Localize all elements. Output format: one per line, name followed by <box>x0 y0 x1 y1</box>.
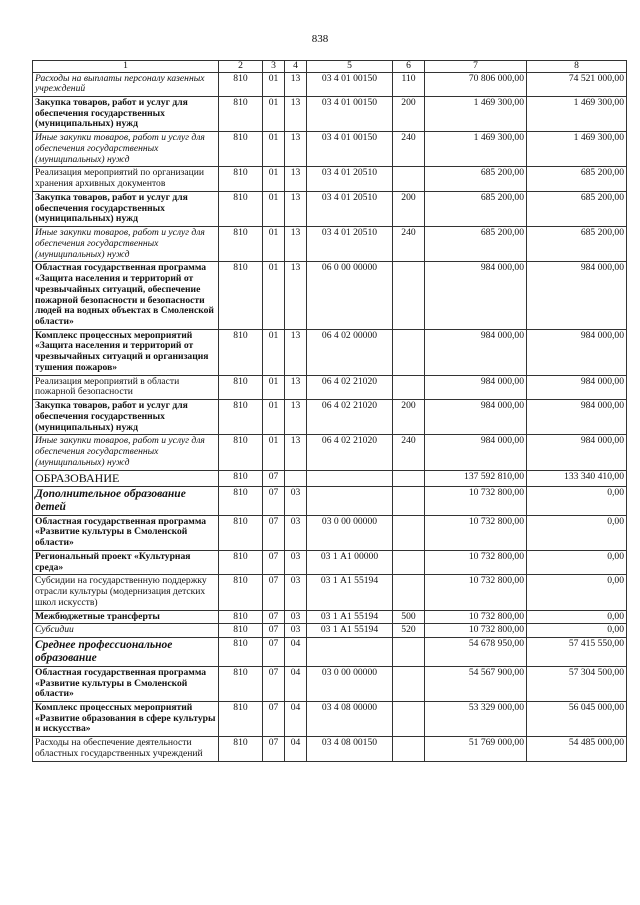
amount-year-1: 984 000,00 <box>425 375 527 399</box>
table-row <box>33 610 627 624</box>
amount-year-2: 0,00 <box>527 575 627 610</box>
subsection-code: 13 <box>285 375 307 399</box>
section-code: 01 <box>263 191 285 226</box>
subsection-code: 13 <box>285 97 307 132</box>
subsection-code: 04 <box>285 638 307 667</box>
amount-year-2: 984 000,00 <box>527 375 627 399</box>
page-number: 838 <box>311 33 329 45</box>
item-name: Дополнительное образование детей <box>33 486 219 515</box>
section-code: 07 <box>263 550 285 574</box>
section-code: 01 <box>263 132 285 167</box>
column-number-row <box>33 61 627 73</box>
table-row <box>33 97 627 132</box>
subsection-code: 13 <box>285 329 307 375</box>
amount-year-2: 685 200,00 <box>527 227 627 262</box>
subsection-code: 03 <box>285 610 307 624</box>
section-code: 07 <box>263 610 285 624</box>
amount-year-2: 57 304 500,00 <box>527 666 627 701</box>
amount-year-2: 1 469 300,00 <box>527 97 627 132</box>
amount-year-2: 133 340 410,00 <box>527 470 627 486</box>
target-article-code: 03 4 01 00150 <box>307 132 393 167</box>
amount-year-2: 0,00 <box>527 610 627 624</box>
subsection-code: 04 <box>285 737 307 761</box>
section-code: 01 <box>263 262 285 329</box>
subsection-code <box>285 470 307 486</box>
table-row <box>33 262 627 329</box>
subsection-code: 04 <box>285 666 307 701</box>
amount-year-2: 984 000,00 <box>527 329 627 375</box>
subsection-code: 03 <box>285 550 307 574</box>
department-code: 810 <box>219 638 263 667</box>
target-article-code: 03 1 А1 55194 <box>307 624 393 638</box>
amount-year-2: 685 200,00 <box>527 191 627 226</box>
budget-table <box>32 60 627 762</box>
amount-year-2: 984 000,00 <box>527 400 627 435</box>
target-article-code: 03 4 01 20510 <box>307 227 393 262</box>
column-number-cell: 3 <box>263 61 285 73</box>
table-row <box>33 550 627 574</box>
amount-year-2: 984 000,00 <box>527 262 627 329</box>
item-name: Областная государственная программа «Развитие культуры в Смоленской области» <box>33 666 219 701</box>
section-code: 07 <box>263 666 285 701</box>
department-code: 810 <box>219 262 263 329</box>
item-name: Закупка товаров, работ и услуг для обеспечения государственных (муниципальных) нужд <box>33 400 219 435</box>
department-code: 810 <box>219 400 263 435</box>
table-row <box>33 702 627 737</box>
target-article-code: 06 0 00 00000 <box>307 262 393 329</box>
target-article-code <box>307 486 393 515</box>
section-code: 01 <box>263 375 285 399</box>
amount-year-1: 984 000,00 <box>425 400 527 435</box>
item-name: Иные закупки товаров, работ и услуг для обеспечения государственных (муниципальных) нужд <box>33 227 219 262</box>
expense-type-code: 240 <box>393 132 425 167</box>
department-code: 810 <box>219 550 263 574</box>
item-name: Расходы на выплаты персоналу казенных учреждений <box>33 72 219 96</box>
expense-type-code: 110 <box>393 72 425 96</box>
amount-year-1: 53 329 000,00 <box>425 702 527 737</box>
item-name: Межбюджетные трансферты <box>33 610 219 624</box>
target-article-code <box>307 470 393 486</box>
department-code: 810 <box>219 132 263 167</box>
section-code: 07 <box>263 470 285 486</box>
expense-type-code: 500 <box>393 610 425 624</box>
amount-year-2: 0,00 <box>527 486 627 515</box>
target-article-code: 03 1 А1 55194 <box>307 575 393 610</box>
table-row <box>33 470 627 486</box>
department-code: 810 <box>219 610 263 624</box>
column-number-cell: 6 <box>393 61 425 73</box>
table-row <box>33 72 627 96</box>
table-row <box>33 329 627 375</box>
table-row <box>33 400 627 435</box>
subsection-code: 13 <box>285 191 307 226</box>
target-article-code: 06 4 02 21020 <box>307 375 393 399</box>
section-code: 01 <box>263 400 285 435</box>
column-number-cell: 7 <box>425 61 527 73</box>
amount-year-2: 1 469 300,00 <box>527 132 627 167</box>
amount-year-1: 685 200,00 <box>425 167 527 191</box>
section-code: 01 <box>263 435 285 470</box>
amount-year-1: 70 806 000,00 <box>425 72 527 96</box>
subsection-code: 13 <box>285 72 307 96</box>
item-name: Иные закупки товаров, работ и услуг для обеспечения государственных (муниципальных) нужд <box>33 435 219 470</box>
table-row <box>33 435 627 470</box>
amount-year-2: 685 200,00 <box>527 167 627 191</box>
section-code: 07 <box>263 702 285 737</box>
section-code: 07 <box>263 575 285 610</box>
amount-year-1: 10 732 800,00 <box>425 550 527 574</box>
subsection-code: 13 <box>285 227 307 262</box>
table-row <box>33 666 627 701</box>
table-row <box>33 375 627 399</box>
department-code: 810 <box>219 624 263 638</box>
amount-year-2: 54 485 000,00 <box>527 737 627 761</box>
amount-year-2: 0,00 <box>527 624 627 638</box>
item-name: Субсидии на государственную поддержку отрасли культуры (модернизация детских школ искусств) <box>33 575 219 610</box>
department-code: 810 <box>219 191 263 226</box>
section-code: 07 <box>263 624 285 638</box>
amount-year-1: 984 000,00 <box>425 435 527 470</box>
target-article-code: 03 1 А1 55194 <box>307 610 393 624</box>
subsection-code: 13 <box>285 132 307 167</box>
department-code: 810 <box>219 375 263 399</box>
subsection-code: 13 <box>285 167 307 191</box>
amount-year-1: 54 567 900,00 <box>425 666 527 701</box>
target-article-code: 03 4 01 00150 <box>307 97 393 132</box>
expense-type-code <box>393 470 425 486</box>
section-code: 01 <box>263 97 285 132</box>
target-article-code: 03 1 А1 00000 <box>307 550 393 574</box>
department-code: 810 <box>219 575 263 610</box>
table-row <box>33 191 627 226</box>
table-row <box>33 515 627 550</box>
expense-type-code <box>393 550 425 574</box>
expense-type-code: 200 <box>393 97 425 132</box>
subsection-code: 03 <box>285 515 307 550</box>
amount-year-1: 984 000,00 <box>425 329 527 375</box>
item-name: Иные закупки товаров, работ и услуг для обеспечения государственных (муниципальных) нужд <box>33 132 219 167</box>
item-name: Расходы на обеспечение деятельности областных государственных учреждений <box>33 737 219 761</box>
target-article-code: 06 4 02 21020 <box>307 435 393 470</box>
item-name: Реализация мероприятий в области пожарной безопасности <box>33 375 219 399</box>
expense-type-code: 200 <box>393 400 425 435</box>
expense-type-code: 240 <box>393 435 425 470</box>
table-row <box>33 227 627 262</box>
department-code: 810 <box>219 666 263 701</box>
item-name: Комплекс процессных мероприятий «Защита населения и территорий от чрезвычайных ситуаций и организация тушения пожаров» <box>33 329 219 375</box>
table-row <box>33 486 627 515</box>
amount-year-1: 10 732 800,00 <box>425 610 527 624</box>
amount-year-1: 984 000,00 <box>425 262 527 329</box>
amount-year-2: 0,00 <box>527 515 627 550</box>
department-code: 810 <box>219 470 263 486</box>
amount-year-2: 0,00 <box>527 550 627 574</box>
amount-year-2: 984 000,00 <box>527 435 627 470</box>
target-article-code: 03 0 00 00000 <box>307 515 393 550</box>
amount-year-2: 56 045 000,00 <box>527 702 627 737</box>
department-code: 810 <box>219 72 263 96</box>
target-article-code: 03 0 00 00000 <box>307 666 393 701</box>
department-code: 810 <box>219 97 263 132</box>
target-article-code: 03 4 01 20510 <box>307 191 393 226</box>
subsection-code: 13 <box>285 435 307 470</box>
expense-type-code <box>393 666 425 701</box>
expense-type-code <box>393 262 425 329</box>
column-number-cell: 5 <box>307 61 393 73</box>
amount-year-1: 54 678 950,00 <box>425 638 527 667</box>
subsection-code: 13 <box>285 262 307 329</box>
item-name: Реализация мероприятий по организации хранения архивных документов <box>33 167 219 191</box>
item-name: Комплекс процессных мероприятий «Развитие образования в сфере культуры и искусства» <box>33 702 219 737</box>
target-article-code: 03 4 01 00150 <box>307 72 393 96</box>
expense-type-code <box>393 702 425 737</box>
amount-year-2: 57 415 550,00 <box>527 638 627 667</box>
section-code: 07 <box>263 515 285 550</box>
item-name: Региональный проект «Культурная среда» <box>33 550 219 574</box>
item-name: Закупка товаров, работ и услуг для обеспечения государственных (муниципальных) нужд <box>33 191 219 226</box>
subsection-code: 04 <box>285 702 307 737</box>
target-article-code: 03 4 01 20510 <box>307 167 393 191</box>
target-article-code: 03 4 08 00150 <box>307 737 393 761</box>
column-number-cell: 1 <box>33 61 219 73</box>
item-name: ОБРАЗОВАНИЕ <box>33 470 219 486</box>
item-name: Субсидии <box>33 624 219 638</box>
amount-year-1: 1 469 300,00 <box>425 97 527 132</box>
section-code: 01 <box>263 227 285 262</box>
target-article-code: 06 4 02 21020 <box>307 400 393 435</box>
expense-type-code: 240 <box>393 227 425 262</box>
section-code: 07 <box>263 737 285 761</box>
amount-year-1: 10 732 800,00 <box>425 624 527 638</box>
section-code: 07 <box>263 486 285 515</box>
amount-year-1: 10 732 800,00 <box>425 486 527 515</box>
section-code: 07 <box>263 638 285 667</box>
expense-type-code <box>393 575 425 610</box>
expense-type-code <box>393 167 425 191</box>
expense-type-code <box>393 737 425 761</box>
table-row <box>33 167 627 191</box>
table-row <box>33 638 627 667</box>
column-number-cell: 2 <box>219 61 263 73</box>
department-code: 810 <box>219 737 263 761</box>
department-code: 810 <box>219 702 263 737</box>
amount-year-1: 10 732 800,00 <box>425 575 527 610</box>
expense-type-code <box>393 638 425 667</box>
item-name: Среднее профессиональное образование <box>33 638 219 667</box>
table-row <box>33 737 627 761</box>
expense-type-code <box>393 375 425 399</box>
amount-year-1: 10 732 800,00 <box>425 515 527 550</box>
table-row <box>33 624 627 638</box>
target-article-code: 03 4 08 00000 <box>307 702 393 737</box>
section-code: 01 <box>263 72 285 96</box>
subsection-code: 03 <box>285 624 307 638</box>
subsection-code: 03 <box>285 486 307 515</box>
amount-year-2: 74 521 000,00 <box>527 72 627 96</box>
table-row <box>33 575 627 610</box>
department-code: 810 <box>219 486 263 515</box>
table-row <box>33 132 627 167</box>
department-code: 810 <box>219 515 263 550</box>
expense-type-code <box>393 329 425 375</box>
section-code: 01 <box>263 329 285 375</box>
amount-year-1: 137 592 810,00 <box>425 470 527 486</box>
section-code: 01 <box>263 167 285 191</box>
expense-type-code: 200 <box>393 191 425 226</box>
item-name: Областная государственная программа «Защита населения и территорий от чрезвычайных ситуаций, обеспечение пожарной безопасности и безопасности людей на водных объектах в Смоленской области» <box>33 262 219 329</box>
amount-year-1: 1 469 300,00 <box>425 132 527 167</box>
expense-type-code <box>393 515 425 550</box>
expense-type-code: 520 <box>393 624 425 638</box>
department-code: 810 <box>219 435 263 470</box>
amount-year-1: 51 769 000,00 <box>425 737 527 761</box>
amount-year-1: 685 200,00 <box>425 227 527 262</box>
department-code: 810 <box>219 167 263 191</box>
target-article-code <box>307 638 393 667</box>
subsection-code: 03 <box>285 575 307 610</box>
column-number-cell: 8 <box>527 61 627 73</box>
column-number-cell: 4 <box>285 61 307 73</box>
item-name: Областная государственная программа «Развитие культуры в Смоленской области» <box>33 515 219 550</box>
expense-type-code <box>393 486 425 515</box>
item-name: Закупка товаров, работ и услуг для обеспечения государственных (муниципальных) нужд <box>33 97 219 132</box>
department-code: 810 <box>219 329 263 375</box>
department-code: 810 <box>219 227 263 262</box>
subsection-code: 13 <box>285 400 307 435</box>
amount-year-1: 685 200,00 <box>425 191 527 226</box>
target-article-code: 06 4 02 00000 <box>307 329 393 375</box>
